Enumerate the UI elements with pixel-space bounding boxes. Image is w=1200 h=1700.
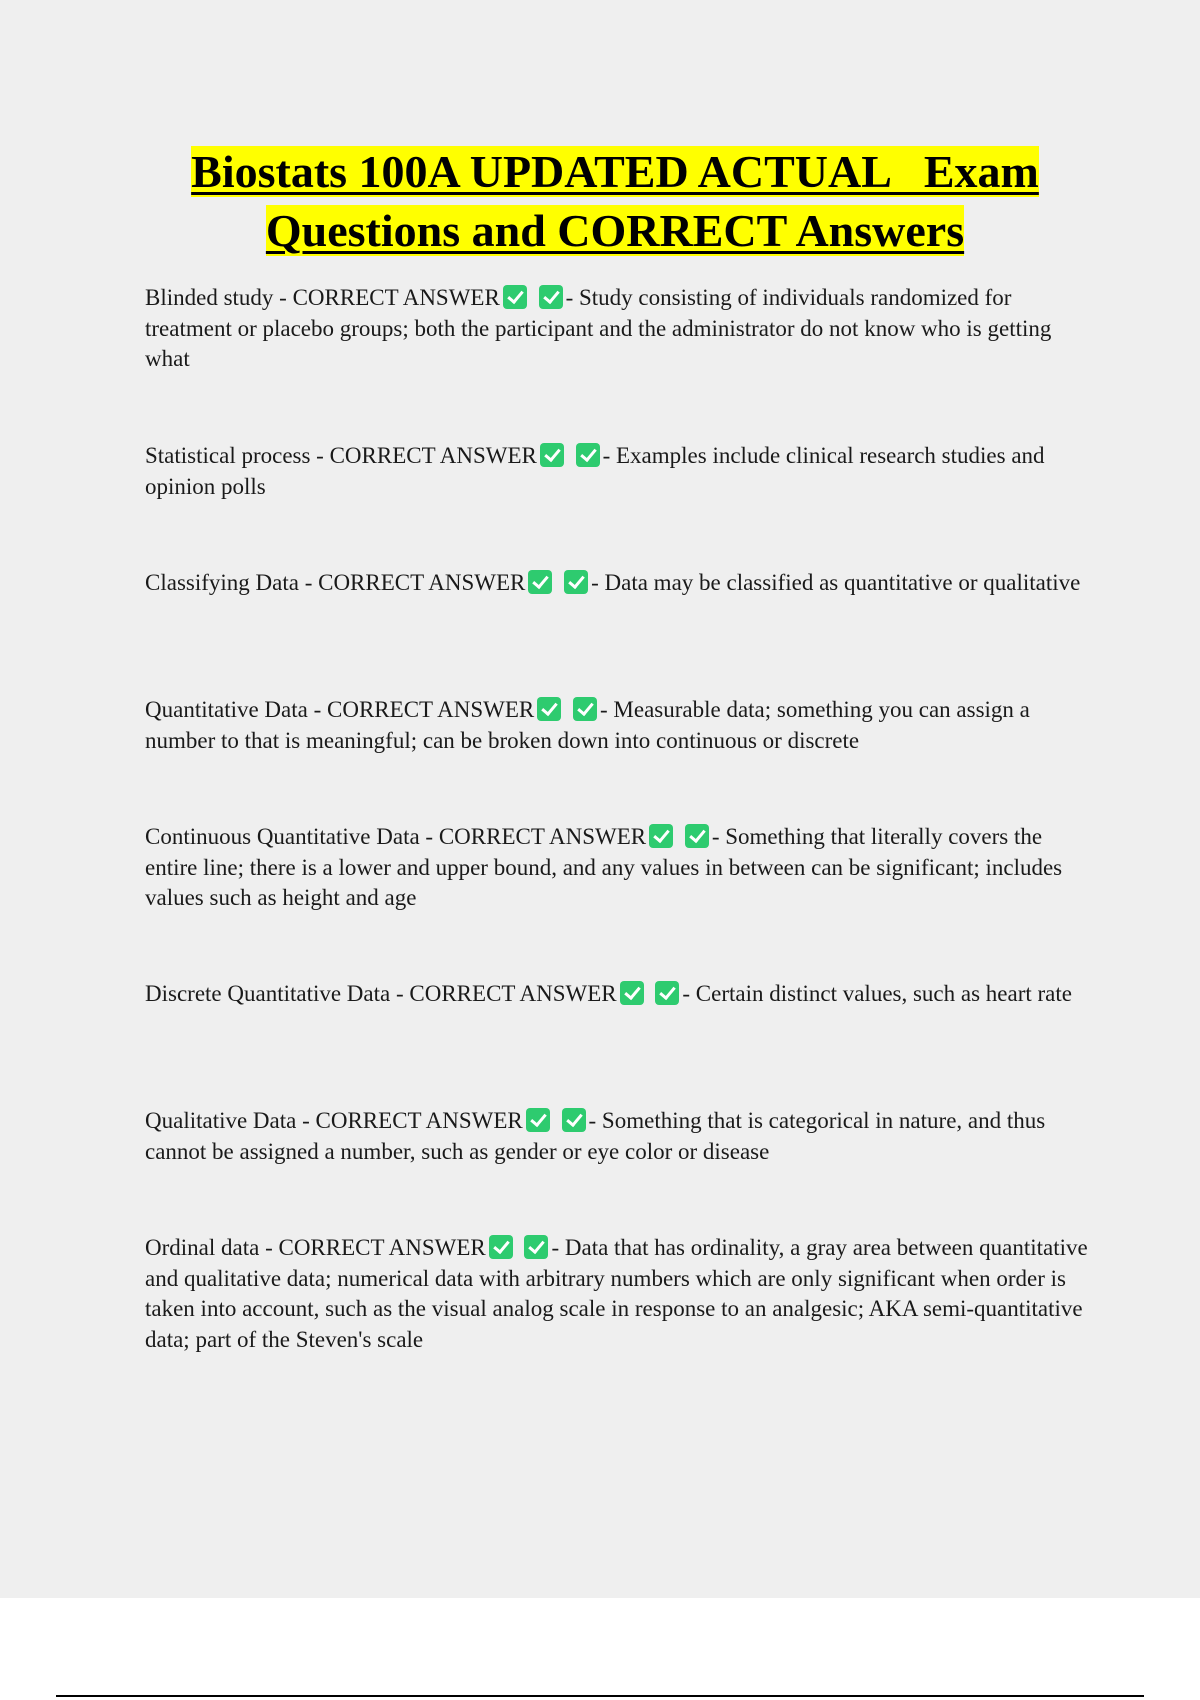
qa-term: Quantitative Data - CORRECT ANSWER	[145, 697, 535, 722]
qa-entry	[145, 979, 1072, 1010]
green-checkmark-box-icon	[562, 1108, 586, 1132]
qa-term: Qualitative Data - CORRECT ANSWER	[145, 1108, 523, 1133]
title-line-1-wrap	[60, 142, 1170, 201]
qa-definition: - Certain distinct values, such as heart rate	[682, 981, 1072, 1006]
qa-entry	[145, 441, 1095, 502]
qa-definition: - Examples include clinical research studies and opinion polls	[145, 443, 1045, 499]
green-checkmark-box-icon	[524, 1235, 548, 1259]
green-checkmark-box-icon	[539, 285, 563, 309]
title-line-1: Biostats 100A UPDATED ACTUAL Exam	[191, 146, 1039, 197]
qa-term: Classifying Data - CORRECT ANSWER	[145, 570, 526, 595]
green-checkmark-box-icon	[537, 697, 561, 721]
green-checkmark-box-icon	[526, 1108, 550, 1132]
qa-term: Ordinal data - CORRECT ANSWER	[145, 1235, 486, 1260]
green-checkmark-box-icon	[649, 824, 673, 848]
green-checkmark-box-icon	[573, 697, 597, 721]
green-checkmark-box-icon	[540, 443, 564, 467]
qa-term: Blinded study - CORRECT ANSWER	[145, 285, 500, 310]
green-checkmark-box-icon	[489, 1235, 513, 1259]
qa-term: Discrete Quantitative Data - CORRECT ANSWER	[145, 981, 617, 1006]
qa-definition: - Data that has ordinality, a gray area between quantitative and qualitative data; numerical data with arbitrary numbers which are only significant when order is taken into account, such as the visual analog scale in response to an analgesic; AKA semi-quantitative data; part of the Steven's scale	[145, 1235, 1088, 1352]
qa-definition: - Measurable data; something you can assign a number to that is meaningful; can be broken down into continuous or discrete	[145, 697, 1030, 753]
green-checkmark-box-icon	[685, 824, 709, 848]
qa-definition: - Study consisting of individuals randomized for treatment or placebo groups; both the participant and the administrator do not know who is getting what	[145, 285, 1052, 371]
qa-entry	[145, 283, 1095, 375]
qa-entry	[145, 822, 1095, 914]
document-title	[60, 142, 1170, 260]
green-checkmark-box-icon	[564, 570, 588, 594]
green-checkmark-box-icon	[576, 443, 600, 467]
qa-entry	[145, 1106, 1095, 1167]
green-checkmark-box-icon	[620, 981, 644, 1005]
title-line-2-wrap	[60, 201, 1170, 260]
qa-entry	[145, 1233, 1095, 1355]
qa-term: Statistical process - CORRECT ANSWER	[145, 443, 537, 468]
qa-entry	[145, 695, 1095, 756]
title-line-2: Questions and CORRECT Answers	[265, 205, 965, 256]
qa-definition: - Something that literally covers the entire line; there is a lower and upper bound, and any values in between can be significant; includes values such as height and age	[145, 824, 1063, 910]
green-checkmark-box-icon	[655, 981, 679, 1005]
green-checkmark-box-icon	[503, 285, 527, 309]
qa-entry	[145, 568, 1080, 599]
qa-definition: - Something that is categorical in nature, and thus cannot be assigned a number, such as gender or eye color or disease	[145, 1108, 1046, 1164]
green-checkmark-box-icon	[528, 570, 552, 594]
qa-definition: - Data may be classified as quantitative or qualitative	[591, 570, 1081, 595]
qa-term: Continuous Quantitative Data - CORRECT ANSWER	[145, 824, 647, 849]
footer-divider	[56, 1695, 1144, 1697]
